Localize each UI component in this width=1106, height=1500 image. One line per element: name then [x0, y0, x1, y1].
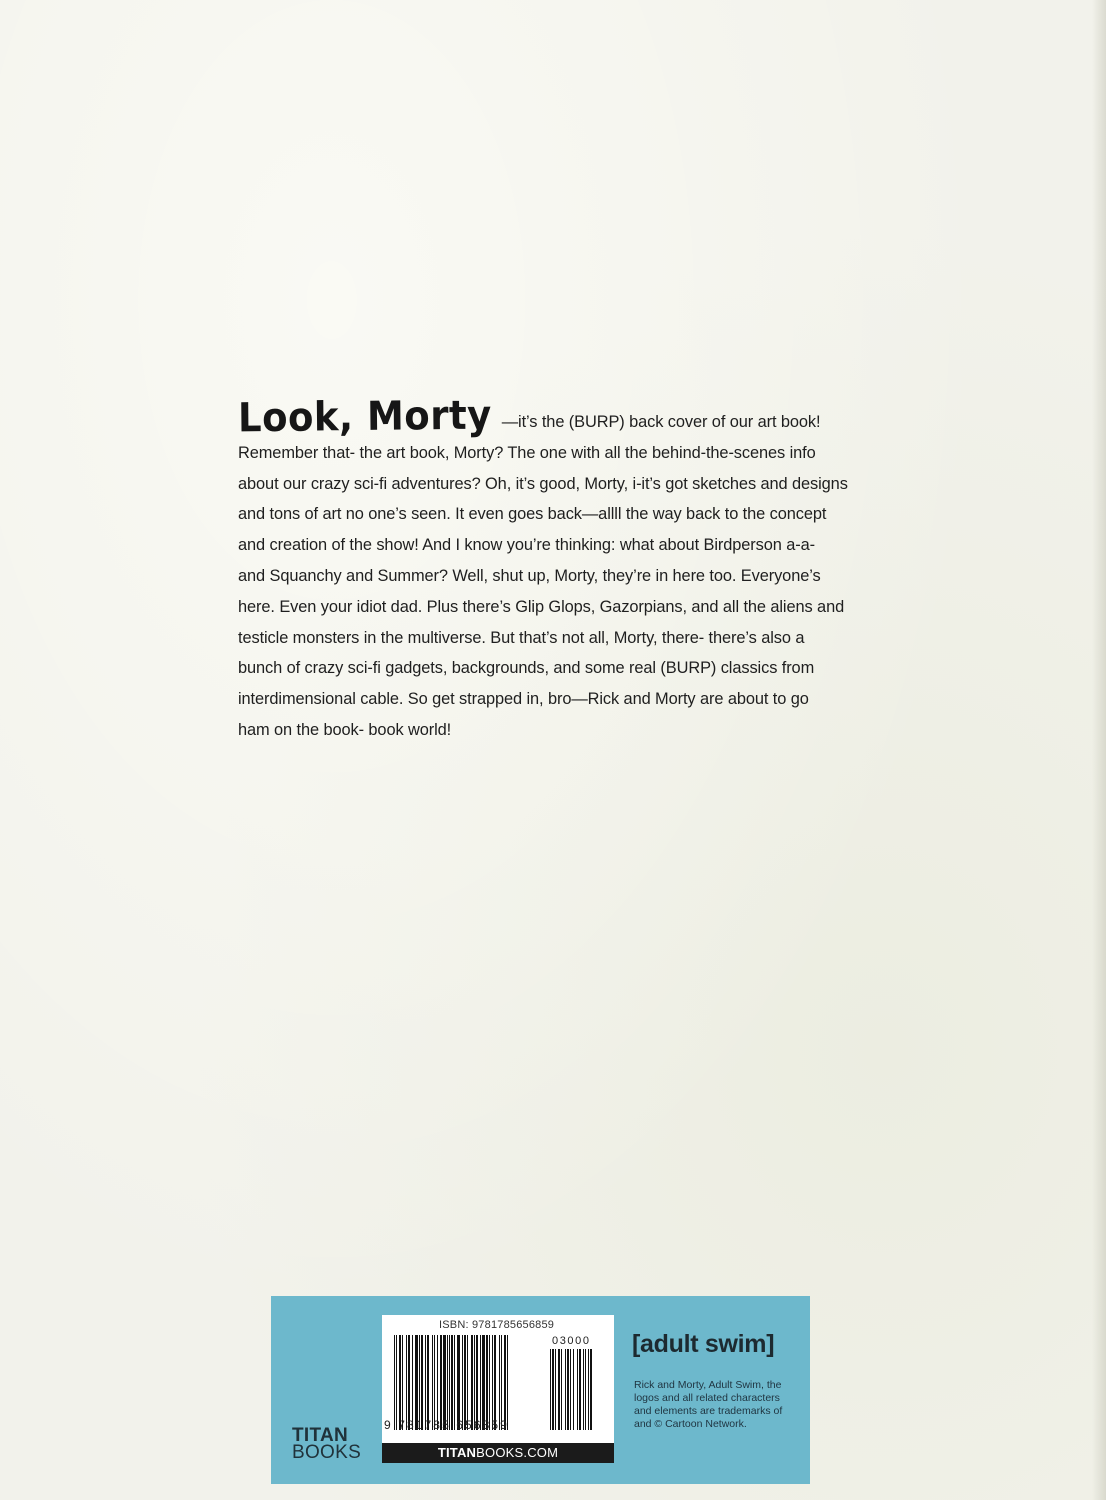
- price-barcode: [550, 1349, 602, 1430]
- blurb-line: and tons of art no one’s seen. It even goes back—allll the way back to the concept: [238, 505, 827, 524]
- blurb-line: bunch of crazy sci-fi gadgets, backgrounds, and some real (BURP) classics from: [238, 659, 815, 678]
- adult-swim-logo: [adult swim]: [632, 1330, 775, 1358]
- isbn-barcode: [394, 1335, 536, 1430]
- publisher-url-rest: BOOKS.COM: [476, 1445, 559, 1460]
- blurb-line: and Squanchy and Summer? Well, shut up, Morty, they’re in here too. Everyone’s: [238, 566, 821, 585]
- blurb-first-line: [237, 391, 848, 442]
- blurb-line: testicle monsters in the multiverse. But that’s not all, Morty, there- there’s also a: [238, 628, 805, 647]
- titan-books-logo: [292, 1427, 361, 1461]
- barcode-stripe: [592, 1349, 594, 1430]
- blurb-headline: Look, Morty: [237, 391, 492, 442]
- publisher-url: [382, 1443, 614, 1463]
- blurb-line: here. Even your idiot dad. Plus there’s Glip Glops, Gazorpians, and all the aliens and: [238, 597, 845, 616]
- titan-logo-bottom: BOOKS: [292, 1442, 362, 1463]
- blurb-line: about our crazy sci-fi adventures? Oh, it’s good, Morty, i-it’s got sketches and designs: [238, 474, 848, 493]
- legal-notice: Rick and Morty, Adult Swim, the logos and all related characters and elements are trademarks of and © Cartoon Network.: [634, 1379, 783, 1430]
- publisher-url-bold: TITAN: [437, 1445, 477, 1460]
- blurb-line: —it’s the (BURP) back cover of our art book!: [501, 413, 821, 431]
- isbn-digits: 9 781785 656859: [384, 1418, 509, 1432]
- blurb-line: and creation of the show! And I know you’re thinking: what about Birdperson a-a-: [238, 536, 815, 555]
- blurb-line: Remember that- the art book, Morty? The one with all the behind-the-scenes info: [238, 443, 816, 462]
- barcode-stripe: [508, 1335, 509, 1430]
- cover-blurb: [237, 391, 848, 746]
- cover-edge-shadow: [1092, 0, 1106, 1500]
- barcode-panel: [382, 1315, 614, 1463]
- blurb-line: ham on the book- book world!: [238, 720, 452, 739]
- isbn-label: ISBN: 9781785656859: [439, 1319, 555, 1331]
- blurb-line: interdimensional cable. So get strapped in, bro—Rick and Morty are about to go: [238, 690, 809, 709]
- price-code: 03000: [552, 1335, 591, 1347]
- titan-logo-top: TITAN: [292, 1425, 349, 1446]
